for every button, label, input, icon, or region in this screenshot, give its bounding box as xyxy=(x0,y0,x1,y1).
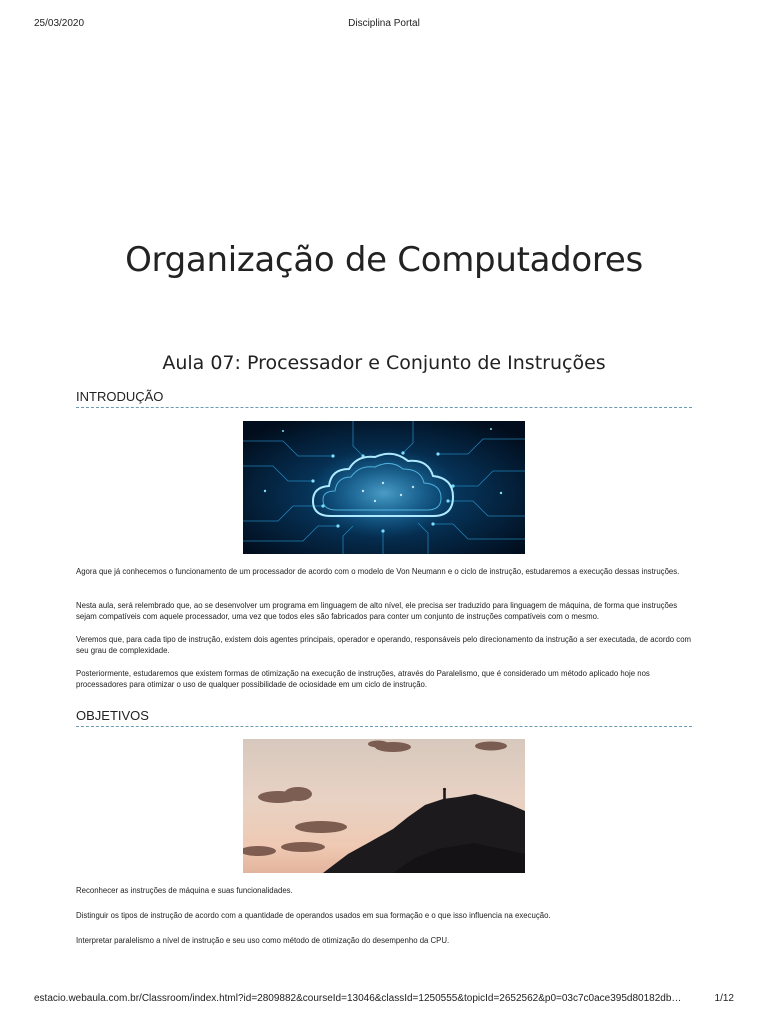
introduction-paragraph: Posteriormente, estudaremos que existem formas de otimização na execução de instruções, através do Paralelismo, que é considerado um método aplicado hoje nos processadores para otimizar o uso de qualquer possibilidade de ociosidade em um ciclo de instrução. xyxy=(76,669,650,689)
objective-item: Interpretar paralelismo a nível de instrução e seu uso como método de otimização do desempenho da CPU. xyxy=(76,936,450,945)
objectives-heading: OBJETIVOS xyxy=(76,708,692,727)
circuit-cloud-illustration xyxy=(243,421,525,554)
circuit-cloud-image xyxy=(243,421,525,554)
objective-item: Reconhecer as instruções de máquina e suas funcionalidades. xyxy=(76,886,293,895)
print-footer xyxy=(34,993,734,1007)
lesson-title: Aula 07: Processador e Conjunto de Instruções xyxy=(162,352,606,374)
introduction-paragraph: Veremos que, para cada tipo de instrução, existem dois agentes principais, operador e operando, responsáveis pelo direcionamento da instrução a ser executada, de acordo com seu grau de complexidade. xyxy=(76,635,692,655)
print-header xyxy=(34,18,734,32)
introduction-heading: INTRODUÇÃO xyxy=(76,389,692,408)
print-url: estacio.webaula.com.br/Classroom/index.html?id=2809882&courseId=13046&classId=1250555&topicId=2652562&p0=03c7c0ace395d80182db… xyxy=(34,993,682,1004)
document-title: Organização de Computadores xyxy=(125,240,643,280)
introduction-paragraph: Nesta aula, será relembrado que, ao se desenvolver um programa em linguagem de alto nível, ele precisa ser traduzido para linguagem de máquina, de forma que instruções sejam compatíveis com aquele processador, uma vez que todos eles são fabricados para conter um conjunto de instruções compatíveis com o mesmo. xyxy=(76,601,678,621)
mountain-silhouette-illustration xyxy=(243,739,525,873)
page-number: 1/12 xyxy=(714,993,734,1004)
objective-item: Distinguir os tipos de instrução de acordo com a quantidade de operandos usados em sua formação e o que isso influencia na execução. xyxy=(76,911,551,920)
introduction-paragraph: Agora que já conhecemos o funcionamento de um processador de acordo com o modelo de Von Neumann e o ciclo de instrução, estudaremos a execução dessas instruções. xyxy=(76,567,680,576)
print-page-title: Disciplina Portal xyxy=(348,18,420,29)
mountain-silhouette-image xyxy=(243,739,525,873)
print-date: 25/03/2020 xyxy=(34,18,85,29)
